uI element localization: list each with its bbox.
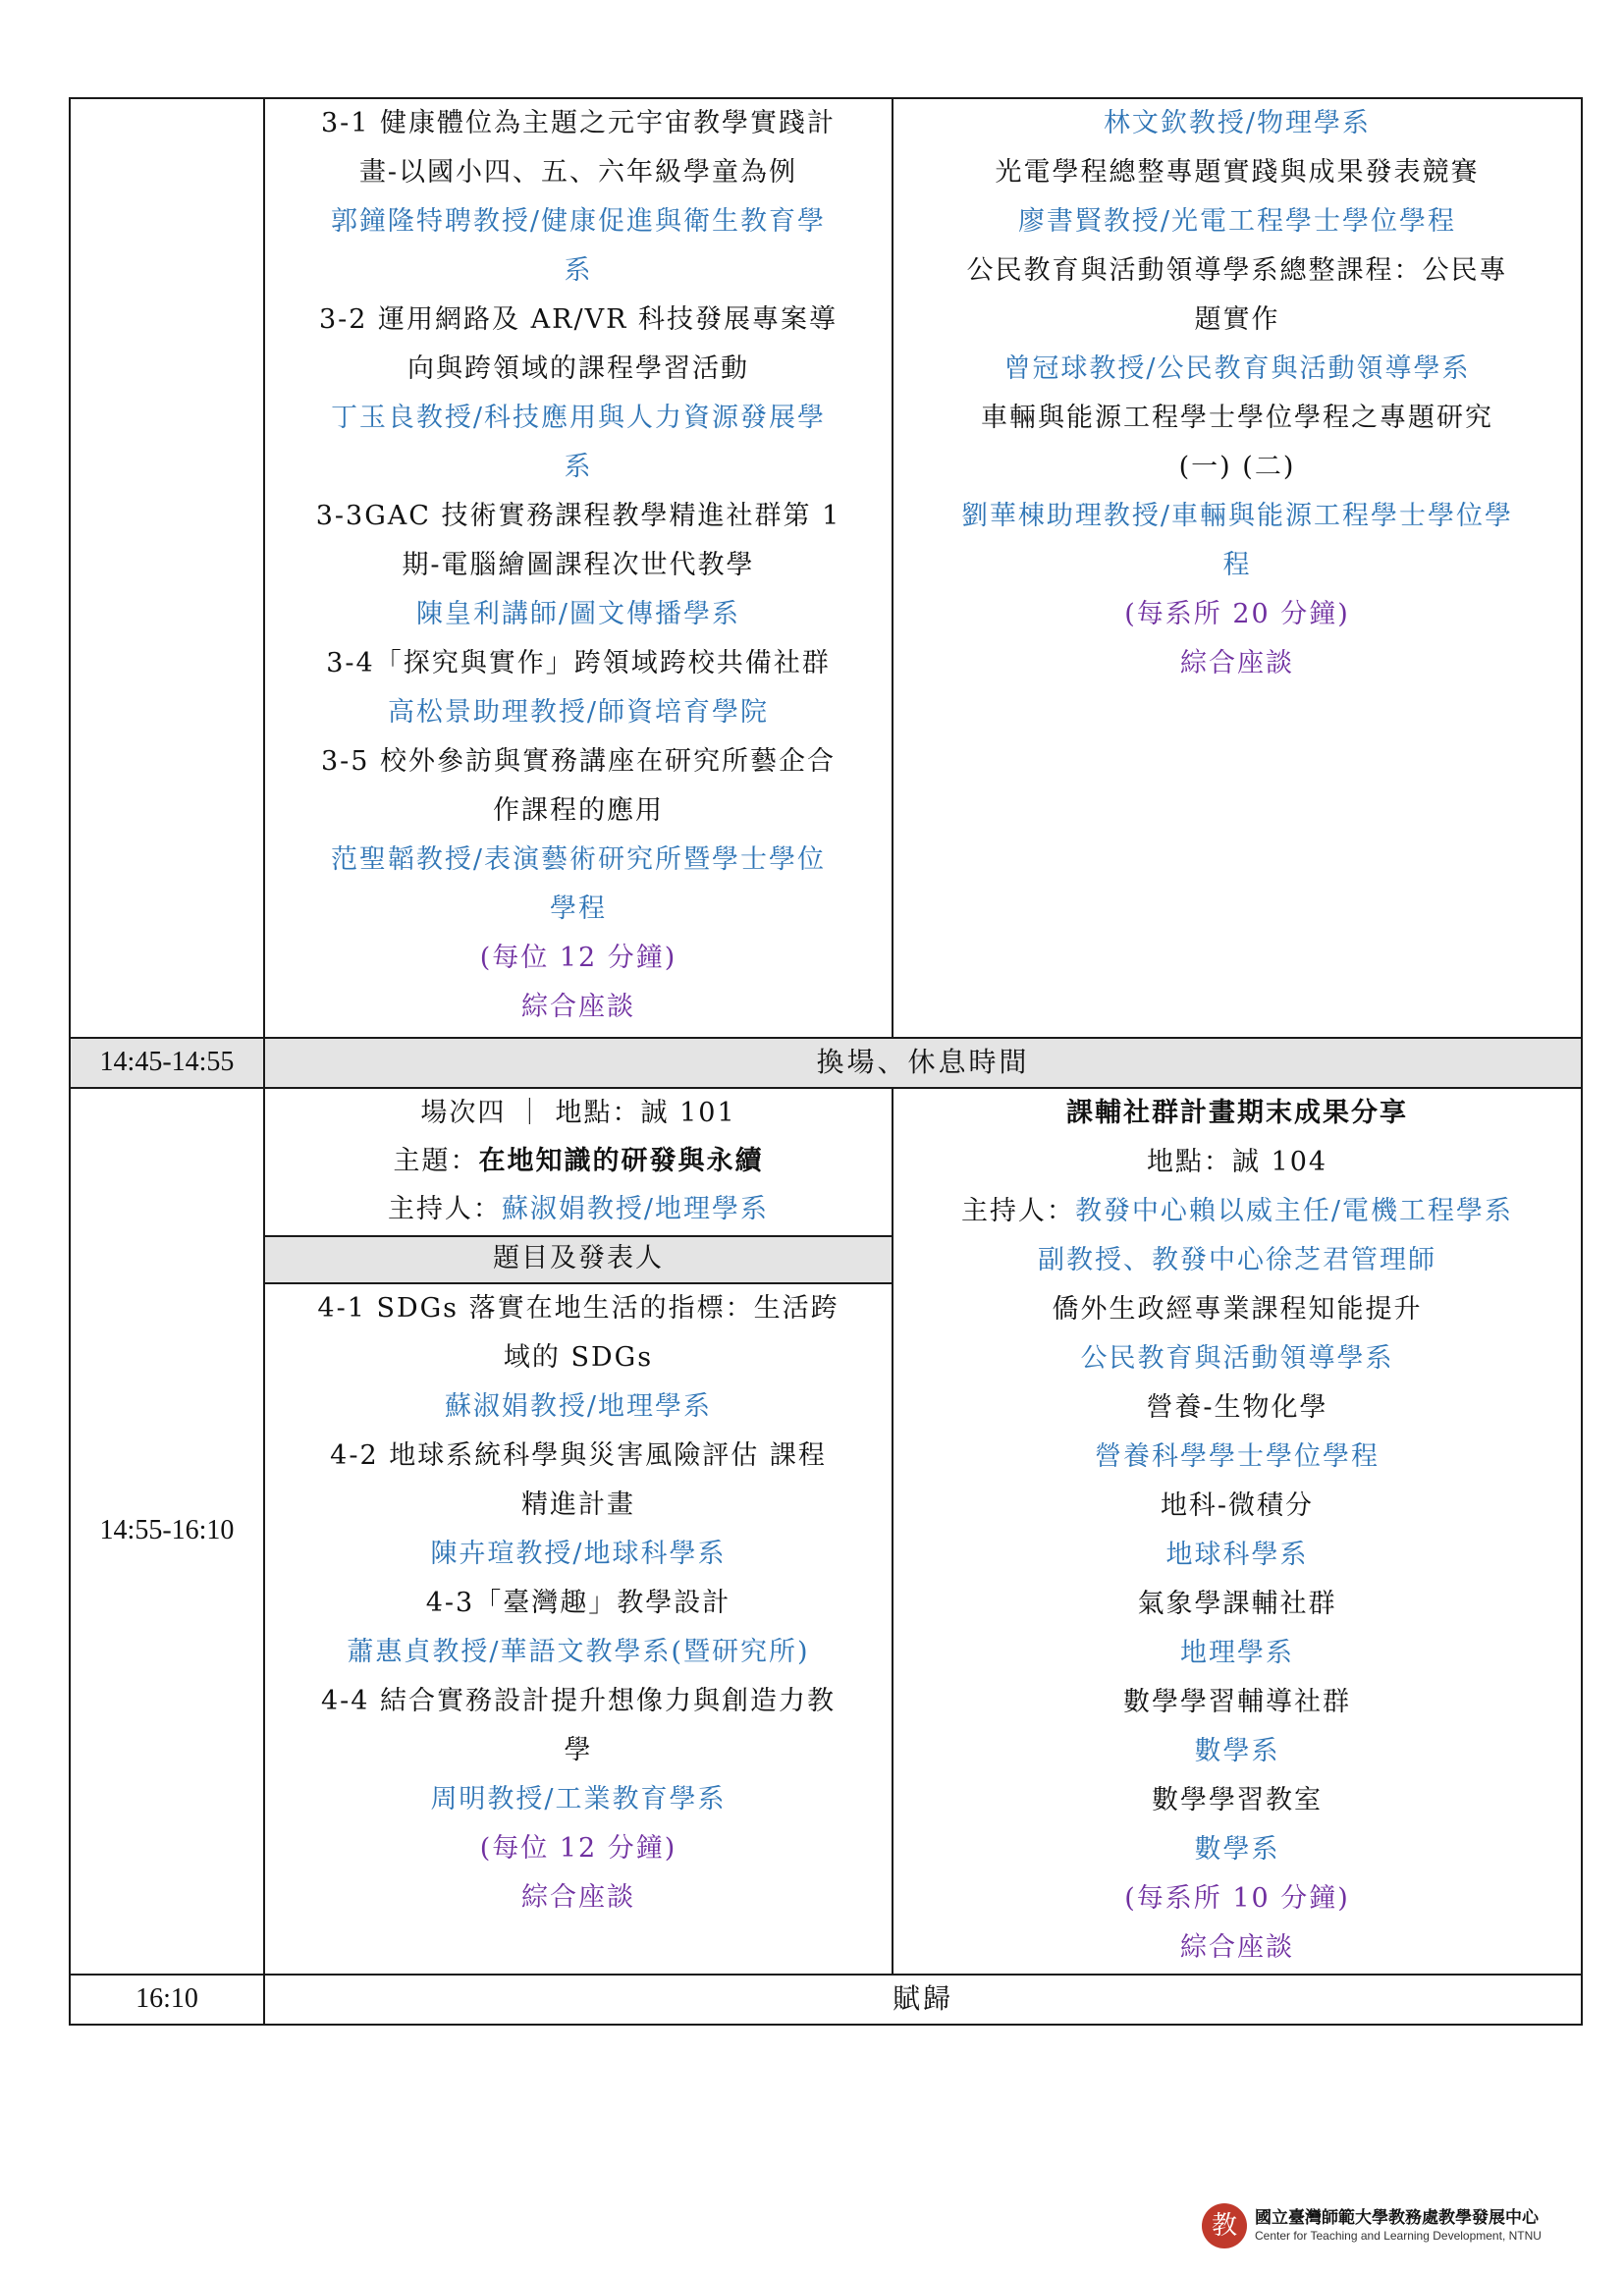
- text-line: 系: [564, 452, 593, 482]
- text-line: 地球科學系: [1165, 1540, 1309, 1570]
- text-line: (一) (二): [1178, 452, 1296, 482]
- text-line: 地點：誠 104: [1146, 1147, 1328, 1177]
- session-4-left-column: [267, 1284, 890, 1922]
- text-line: 4-2 地球系統科學與災害風險評估 課程: [330, 1440, 827, 1471]
- text-line: 學程: [550, 893, 607, 924]
- end-label: 賦歸: [892, 1982, 953, 2015]
- text-line: 地科-微積分: [1160, 1490, 1315, 1521]
- text-line: 4-1 SDGs 落實在地生活的指標：生活跨: [317, 1293, 839, 1324]
- text-line: 郭鐘隆特聘教授/健康促進與衛生教育學: [330, 206, 827, 237]
- text-line: 蘇淑娟教授/地理學系: [444, 1391, 713, 1422]
- session-3-right-column: [895, 99, 1579, 688]
- table-right-border: [1581, 97, 1583, 2026]
- text-span: 主持人：: [387, 1194, 502, 1224]
- text-line: 4-4 結合實務設計提升想像力與創造力教: [320, 1686, 837, 1716]
- text-line: 3-5 校外參訪與實務講座在研究所藝企合: [320, 746, 837, 777]
- text-line: 畫-以國小四、五、六年級學童為例: [358, 157, 798, 188]
- text-line: 3-2 運用網路及 AR/VR 科技發展專案導: [319, 304, 838, 335]
- text-span: 主題：: [393, 1146, 479, 1176]
- text-line: 公民教育與活動領導學系總整課程：公民專: [966, 255, 1508, 286]
- text-line: 精進計畫: [521, 1489, 635, 1520]
- text-line: 數學系: [1194, 1736, 1280, 1766]
- text-line: 數學系: [1194, 1834, 1280, 1865]
- session-divider-block4: [892, 1087, 893, 1975]
- text-line: 向與跨領域的課程學習活動: [407, 353, 749, 384]
- text-line: 林文欽教授/物理學系: [1103, 108, 1372, 138]
- text-line: [267, 1137, 890, 1185]
- text-line: 綜合座談: [521, 992, 635, 1022]
- break-label: 換場、休息時間: [816, 1046, 1030, 1078]
- text-line: 域的 SDGs: [503, 1342, 654, 1373]
- text-line: (每系所 20 分鐘): [1124, 599, 1350, 629]
- text-line: 光電學程總整專題實踐與成果發表競賽: [995, 157, 1480, 188]
- text-line: [267, 1185, 890, 1233]
- text-line: 程: [1222, 550, 1252, 580]
- text-line: 4-3「臺灣趣」教學設計: [425, 1588, 731, 1618]
- text-line: 場次四 ｜ 地點：誠 101: [420, 1098, 736, 1128]
- text-line: 學: [564, 1735, 593, 1765]
- text-line: 車輛與能源工程學士學位學程之專題研究: [981, 403, 1493, 433]
- text-line: 蕭惠貞教授/華語文教學系(暨研究所): [347, 1637, 810, 1667]
- text-line: 地理學系: [1180, 1638, 1294, 1668]
- text-line: 陳皇利講師/圖文傳播學系: [415, 599, 741, 629]
- text-line: 副教授、教發中心徐芝君管理師: [1038, 1245, 1436, 1275]
- text-line: 丁玉良教授/科技應用與人力資源發展學: [330, 403, 827, 433]
- text-line: 陳卉瑄教授/地球科學系: [430, 1539, 727, 1569]
- text-line: 廖書賢教授/光電工程學士學位學程: [1017, 206, 1457, 237]
- text-line: (每位 12 分鐘): [479, 943, 677, 973]
- text-line: 曾冠球教授/公民教育與活動領導學系: [1003, 353, 1471, 384]
- text-line: 營養科學學士學位學程: [1095, 1441, 1380, 1472]
- text-span: 在地知識的研發與永續: [478, 1146, 764, 1176]
- session-4-right-column: [895, 1089, 1579, 1973]
- text-line: 綜合座談: [1180, 648, 1294, 678]
- footer-title: 國立臺灣師範大學教務處教學發展中心: [1255, 2208, 1539, 2227]
- text-line: 僑外生政經專業課程知能提升: [1052, 1294, 1423, 1325]
- session-4-header: [267, 1089, 890, 1233]
- footer-logo: [1202, 2201, 1575, 2252]
- session-4-time: 14:55-16:10: [99, 1515, 235, 1545]
- text-line: 綜合座談: [1180, 1932, 1294, 1963]
- text-line: 3-4「探究與實作」跨領域跨校共備社群: [326, 648, 831, 678]
- text-line: 營養-生物化學: [1146, 1392, 1328, 1423]
- footer-subtitle: Center for Teaching and Learning Development, NTNU: [1255, 2229, 1542, 2243]
- text-line: 作課程的應用: [493, 795, 664, 826]
- text-line: 題實作: [1194, 304, 1280, 335]
- text-line: (每系所 10 分鐘): [1124, 1883, 1350, 1914]
- session-divider-block3: [892, 97, 893, 1038]
- text-line: 系: [564, 255, 593, 286]
- text-line: 綜合座談: [521, 1882, 635, 1913]
- text-line: 范聖韜教授/表演藝術研究所暨學士學位: [330, 844, 827, 875]
- text-line: 氣象學課輔社群: [1137, 1589, 1337, 1619]
- text-line: 劉華棟助理教授/車輛與能源工程學士學位學: [960, 501, 1514, 531]
- text-span: 教發中心賴以威主任/電機工程學系: [1074, 1196, 1514, 1226]
- text-span: 蘇淑娟教授/地理學系: [501, 1194, 770, 1224]
- session-3-left-column: [267, 99, 890, 1032]
- table-bottom-border: [69, 2024, 1583, 2026]
- text-line: 期-電腦繪圖課程次世代教學: [402, 550, 755, 580]
- break-time: 14:45-14:55: [99, 1047, 235, 1077]
- session-4-subheader: 題目及發表人: [493, 1243, 664, 1273]
- text-line: 周明教授/工業教育學系: [430, 1784, 727, 1814]
- text-line: 課輔社群計畫期末成果分享: [1066, 1098, 1408, 1128]
- text-line: 3-1 健康體位為主題之元宇宙教學實踐計: [320, 108, 837, 138]
- text-line: (每位 12 分鐘): [479, 1833, 677, 1864]
- text-line: 3-3GAC 技術實務課程教學精進社群第 1: [315, 501, 841, 531]
- end-time: 16:10: [135, 1983, 198, 2014]
- text-span: 主持人：: [960, 1196, 1075, 1226]
- text-line: [895, 1187, 1579, 1236]
- text-line: 數學學習輔導社群: [1123, 1687, 1351, 1717]
- text-line: 高松景助理教授/師資培育學院: [387, 697, 770, 728]
- text-line: 數學學習教室: [1152, 1785, 1323, 1815]
- text-line: 公民教育與活動領導學系: [1080, 1343, 1394, 1374]
- ntnu-logo-icon: 教: [1202, 2203, 1247, 2248]
